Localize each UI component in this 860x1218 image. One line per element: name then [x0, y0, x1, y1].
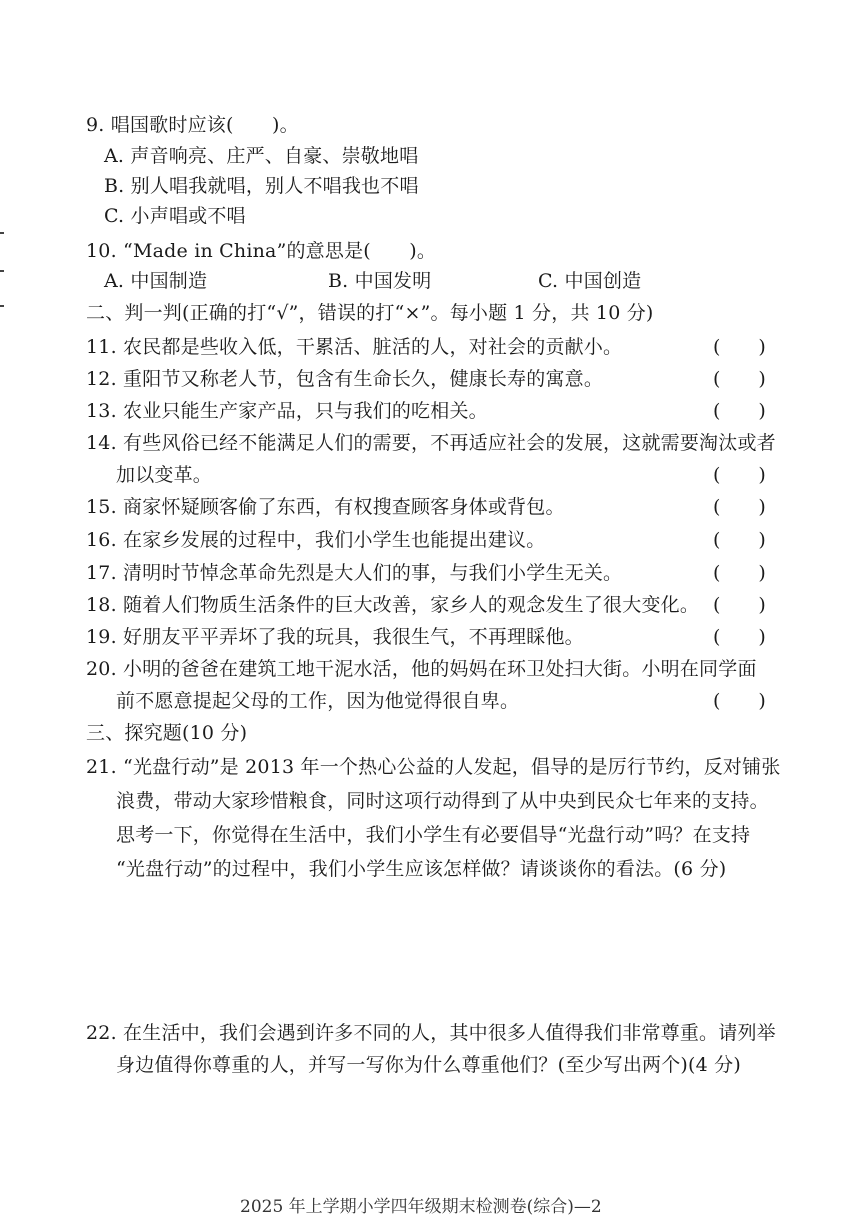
question-20-line-2: 前不愿意提起父母的工作，因为他觉得很自卑。 — [116, 690, 520, 712]
question-22-line-2: 身边值得你尊重的人，并写一写你为什么尊重他们？(至少写出两个)(4 分) — [116, 1054, 741, 1076]
answer-parentheses: ( ) — [713, 529, 766, 551]
question-9-option-c: C. 小声唱或不唱 — [104, 205, 246, 227]
answer-parentheses: ( ) — [713, 368, 766, 390]
question-12: 12. 重阳节又称老人节，包含有生命长久，健康长寿的寓意。 — [86, 368, 604, 390]
question-11: 11. 农民都是些收入低，干累活、脏活的人，对社会的贡献小。 — [86, 336, 623, 358]
margin-mark — [0, 305, 4, 307]
question-20-line-1: 20. 小明的爸爸在建筑工地干泥水活，他的妈妈在环卫处扫大街。小明在同学面 — [86, 658, 757, 680]
question-13: 13. 农业只能生产家产品，只与我们的吃相关。 — [86, 400, 488, 422]
margin-mark — [0, 270, 4, 272]
question-17: 17. 清明时节悼念革命先烈是大人们的事，与我们小学生无关。 — [86, 562, 623, 584]
question-14-line-2: 加以变革。 — [116, 464, 213, 486]
section-3-title: 三、探究题(10 分) — [86, 722, 248, 744]
answer-parentheses: ( ) — [713, 464, 766, 486]
question-10-options — [104, 268, 804, 294]
question-22-line-1: 22. 在生活中，我们会遇到许多不同的人，其中很多人值得我们非常尊重。请列举 — [86, 1022, 776, 1044]
question-10-stem: 10. “Made in China”的意思是( )。 — [86, 240, 437, 262]
question-21-line-1: 21. “光盘行动”是 2013 年一个热心公益的人发起，倡导的是厉行节约，反对铺张 — [86, 756, 781, 778]
question-21-line-4: “光盘行动”的过程中，我们小学生应该怎样做？请谈谈你的看法。(6 分) — [116, 858, 727, 880]
section-2-title: 二、判一判(正确的打“√”，错误的打“×”。每小题 1 分，共 10 分) — [86, 302, 654, 324]
answer-parentheses: ( ) — [713, 400, 766, 422]
answer-parentheses: ( ) — [713, 336, 766, 358]
answer-parentheses: ( ) — [713, 690, 766, 712]
page-footer: 2025 年上学期小学四年级期末检测卷(综合)—2 — [240, 1197, 602, 1217]
answer-parentheses: ( ) — [713, 562, 766, 584]
question-15: 15. 商家怀疑顾客偷了东西，有权搜查顾客身体或背包。 — [86, 496, 565, 518]
question-16: 16. 在家乡发展的过程中，我们小学生也能提出建议。 — [86, 529, 546, 551]
question-10-option-c: C. 中国创造 — [538, 270, 642, 292]
question-21-line-2: 浪费，带动大家珍惜粮食，同时这项行动得到了从中央到民众七年来的支持。 — [116, 790, 769, 812]
question-21-line-3: 思考一下，你觉得在生活中，我们小学生有必要倡导“光盘行动”吗？在支持 — [116, 824, 751, 846]
question-9-option-b: B. 别人唱我就唱，别人不唱我也不唱 — [104, 175, 419, 197]
margin-mark — [0, 232, 4, 234]
question-10-option-b: B. 中国发明 — [328, 270, 432, 292]
question-19: 19. 好朋友平平弄坏了我的玩具，我很生气，不再理睬他。 — [86, 626, 584, 648]
question-9-option-a: A. 声音响亮、庄严、自豪、崇敬地唱 — [104, 145, 419, 167]
question-9-stem: 9. 唱国歌时应该( )。 — [86, 114, 299, 136]
question-18: 18. 随着人们物质生活条件的巨大改善，家乡人的观念发生了很大变化。 — [86, 594, 700, 616]
answer-parentheses: ( ) — [713, 626, 766, 648]
answer-parentheses: ( ) — [713, 594, 766, 616]
question-14-line-1: 14. 有些风俗已经不能满足人们的需要，不再适应社会的发展，这就需要淘汰或者 — [86, 432, 776, 454]
question-10-option-a: A. 中国制造 — [104, 270, 208, 292]
answer-parentheses: ( ) — [713, 496, 766, 518]
